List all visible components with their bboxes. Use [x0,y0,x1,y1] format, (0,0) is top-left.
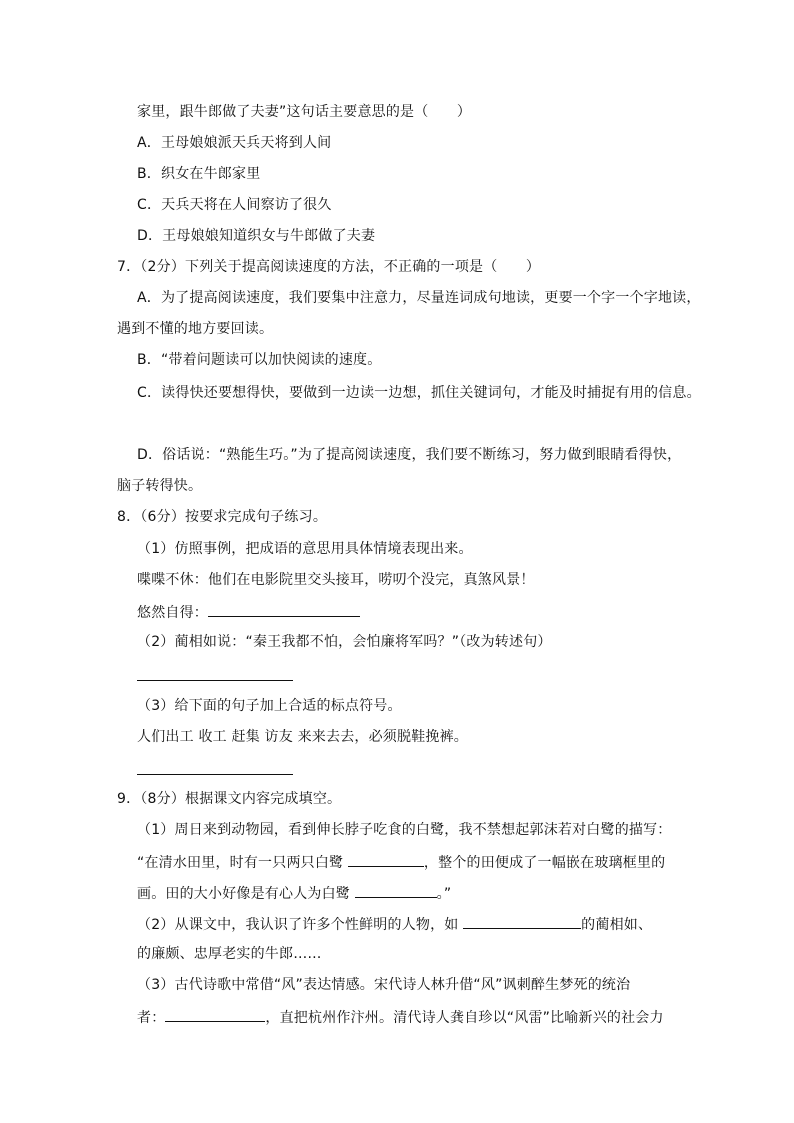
q6-option-b: B．织女在牛郎家里 [137,166,261,182]
answer-line[interactable] [137,774,293,775]
q9-part2-line2: 的廉颇、忠厚老实的牛郎…… [137,946,322,962]
q7-option-c: C．读得快还要想得快，要做到一边读一边想，抓住关键词句，才能及时捕捉有用的信息。 [137,385,701,401]
q8-part1: （1）仿照事例，把成语的意思用具体情境表现出来。 [137,541,473,557]
q8-fill-line [137,601,360,623]
q9-part1-line3 [137,882,451,904]
answer-blank[interactable] [208,601,360,617]
q7-option-a-line2: 遇到不懂的地方要回读。 [117,321,274,337]
answer-line[interactable] [137,680,293,681]
q9-part1: （1）周日来到动物园，看到伸长脖子吃食的白鹭，我不禁想起郭沫若对白鹭的描写： [137,822,672,838]
q9-part3-line2 [137,1006,664,1028]
q8-part3: （3）给下面的句子加上合适的标点符号。 [137,698,402,714]
answer-blank[interactable] [165,1006,265,1022]
q9-part3-text-a: 者： [137,1010,166,1026]
q9-part1-text-a: “在清水田里，时有一只两只白鹭 [137,855,344,871]
q8-example: 喋喋不休：他们在电影院里交头接耳，唠叨个没完，真煞风景！ [137,572,535,588]
q7-option-d-line2: 脑子转得快。 [117,478,203,494]
q6-option-d: D．王母娘娘知道织女与牛郎做了夫妻 [137,228,376,244]
q8-part2: （2）蔺相如说：“秦王我都不怕，会怕廉将军吗？”（改为转述句） [137,634,552,650]
q7-stem: 7．（2分）下列关于提高阅读速度的方法，不正确的一项是（ ） [117,259,541,275]
q8-sentence: 人们出工 收工 赶集 访友 来来去去，必须脱鞋挽裤。 [137,729,468,745]
q9-part2-text-a: （2）从课文中，我认识了许多个性鲜明的人物，如 [137,917,459,933]
q9-part1-text-d: 。” [436,886,452,902]
q9-part1-line2 [137,851,665,873]
answer-blank[interactable] [355,882,437,898]
q9-part3-text-b: ，直把杭州作汴州。清代诗人龚自珍以“风雷”比喻新兴的社会力 [265,1010,664,1026]
q9-part2-text-b: 的蔺相如、 [581,917,653,933]
q6-stem-continued: 家里，跟牛郎做了夫妻”这句话主要意思的是（ ） [137,104,472,120]
q9-part3-line1: （3）古代诗歌中常借“风”表达情感。宋代诗人林升借“风”讽刺醉生梦死的统治 [137,977,631,993]
q9-stem: 9．（8分）根据课文内容完成填空。 [117,791,342,807]
q8-stem: 8．（6分）按要求完成句子练习。 [117,509,328,525]
q6-option-a: A．王母娘娘派天兵天将到人间 [137,135,332,151]
answer-blank[interactable] [463,913,581,929]
q7-option-d-line1: D．俗话说：“熟能生巧。”为了提高阅读速度，我们要不断练习，努力做到眼睛看得快， [137,447,682,463]
q9-part2-line1 [137,913,652,935]
q7-option-a-line1: A．为了提高阅读速度，我们要集中注意力，尽量连词成句地读，更要一个字一个字地读， [137,290,701,306]
q7-option-b: B．“带着问题读可以加快阅读的速度。 [137,352,382,368]
answer-blank[interactable] [348,851,424,867]
q9-part1-text-c: 画。田的大小好像是有心人为白鹭 [137,886,350,902]
q9-part1-text-b: ，整个的田便成了一幅嵌在玻璃框里的 [423,855,666,871]
q6-option-c: C．天兵天将在人间察访了很久 [137,197,332,213]
q8-fill-label: 悠然自得： [137,605,208,621]
